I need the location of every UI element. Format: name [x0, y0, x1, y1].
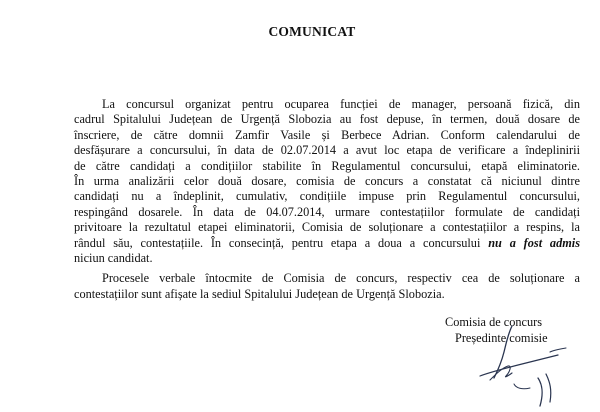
- paragraph-1-line-4: desfășurare a concursului, în data de 02.07.2014 a avut loc etapa de verificare a îndeplinirii: [74, 143, 580, 158]
- paragraph-1-line-8: respingând dosarele. În data de 04.07.2014, urmare contestațiilor formulate de candidați: [74, 204, 580, 219]
- signature-president-label: Președinte comisie: [455, 331, 548, 345]
- not-admitted-emphasis: nu a fost admis: [488, 235, 580, 250]
- paragraph-1-line-11: niciun candidat.: [74, 251, 153, 266]
- paragraph-1-line-10: [74, 236, 580, 251]
- paragraph-1-line-10-text: rândul său, contestațiile. În consecință, pentru etapa a doua a concursului: [74, 235, 489, 250]
- handwritten-signature-icon: [450, 318, 590, 410]
- signature-committee-label: Comisia de concurs: [445, 315, 542, 329]
- paragraph-1-line-9: privitoare la rezultatul etapei eliminatorii, Comisia de soluționare a contestațiilor a respins, la: [74, 220, 580, 235]
- document-title: COMUNICAT: [268, 24, 356, 39]
- paragraph-1-line-5: de către candidați a condițiilor stabilite în Regulamentul concursului, etapă eliminatorie.: [74, 158, 580, 173]
- paragraph-2: [74, 271, 580, 302]
- paragraph-2-line-1: Procesele verbale întocmite de Comisia de concurs, respectiv cea de soluționare a: [102, 271, 580, 286]
- paragraph-1-line-1: La concursul organizat pentru ocuparea funcției de manager, persoană fizică, din: [102, 97, 580, 111]
- paragraph-1: [74, 97, 580, 266]
- paragraph-1-line-2: cadrul Spitalului Județean de Urgență Slobozia au fost depuse, în termen, două dosare de: [74, 112, 580, 127]
- paragraph-1-line-3: înscriere, de către domnii Zamfir Vasile și Berbece Adrian. Conform calendarului de: [74, 127, 580, 142]
- paragraph-2-line-2: contestațiilor sunt afișate la sediul Spitalului Județean de Urgență Slobozia.: [74, 286, 445, 301]
- paragraph-1-line-6: În urma analizării celor două dosare, comisia de concurs a constatat că niciunul dintre: [74, 174, 580, 189]
- document-body: [74, 97, 580, 302]
- paragraph-1-line-7: candidați nu a îndeplinit, cumulativ, condițiile impuse prin Regulamentul concursului,: [74, 189, 580, 204]
